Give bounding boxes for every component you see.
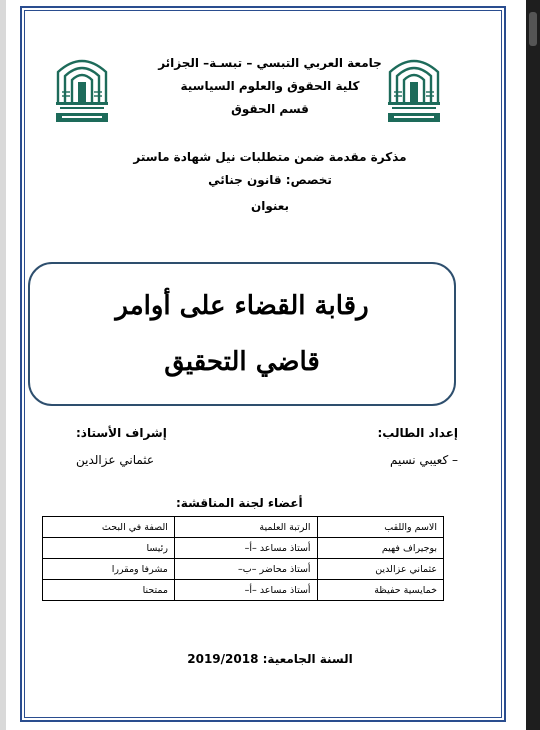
supervisor-name: عثماني عزالدين bbox=[76, 453, 155, 467]
memo-description: مذكرة مقدمة ضمن متطلبات نيل شهادة ماستر bbox=[133, 150, 407, 164]
academic-year: السنة الجامعية: 2019/2018 bbox=[187, 652, 353, 666]
table-cell: أستاذ محاضر –ب– bbox=[174, 559, 317, 580]
student-name: – كعيبي نسيم bbox=[389, 453, 458, 467]
university-name: جامعة العربي التبسي – تبسـة– الجزائر bbox=[158, 56, 382, 70]
table-cell: ممتحنا bbox=[43, 580, 175, 601]
jury-label: أعضاء لجنة المناقشة: bbox=[176, 496, 303, 510]
header-cell: الرتبة العلمية bbox=[174, 517, 317, 538]
header-cell: الاسم واللقب bbox=[317, 517, 443, 538]
table-row bbox=[43, 559, 444, 580]
table-cell: رئيسا bbox=[43, 538, 175, 559]
supervisor-label: إشراف الأستاذ: bbox=[76, 426, 167, 440]
student-label: إعداد الطالب: bbox=[377, 426, 458, 440]
department-name: قسم الحقوق bbox=[231, 102, 309, 116]
table-row bbox=[43, 538, 444, 559]
table-header-row bbox=[43, 517, 444, 538]
thesis-title: رقابة القضاء على أوامر قاضي التحقيق bbox=[115, 291, 369, 377]
table-cell: عثماني عزالدين bbox=[317, 559, 443, 580]
faculty-name: كلية الحقوق والعلوم السياسية bbox=[180, 79, 360, 93]
table-cell: بوجيراف فهيم bbox=[317, 538, 443, 559]
scrollbar-thumb[interactable] bbox=[529, 12, 537, 46]
thesis-title-box bbox=[28, 262, 456, 406]
title-label: بعنوان bbox=[250, 199, 290, 213]
jury-table bbox=[42, 516, 444, 601]
header-cell: الصفة في البحث bbox=[43, 517, 175, 538]
table-cell: أستاذ مساعد –أ– bbox=[174, 538, 317, 559]
table-cell: خمايسية حفيظة bbox=[317, 580, 443, 601]
table-row bbox=[43, 580, 444, 601]
specialization: تخصص: قانون جنائي bbox=[208, 173, 332, 187]
table-cell: مشرفا ومقررا bbox=[43, 559, 175, 580]
table-cell: أستاذ مساعد –أ– bbox=[174, 580, 317, 601]
